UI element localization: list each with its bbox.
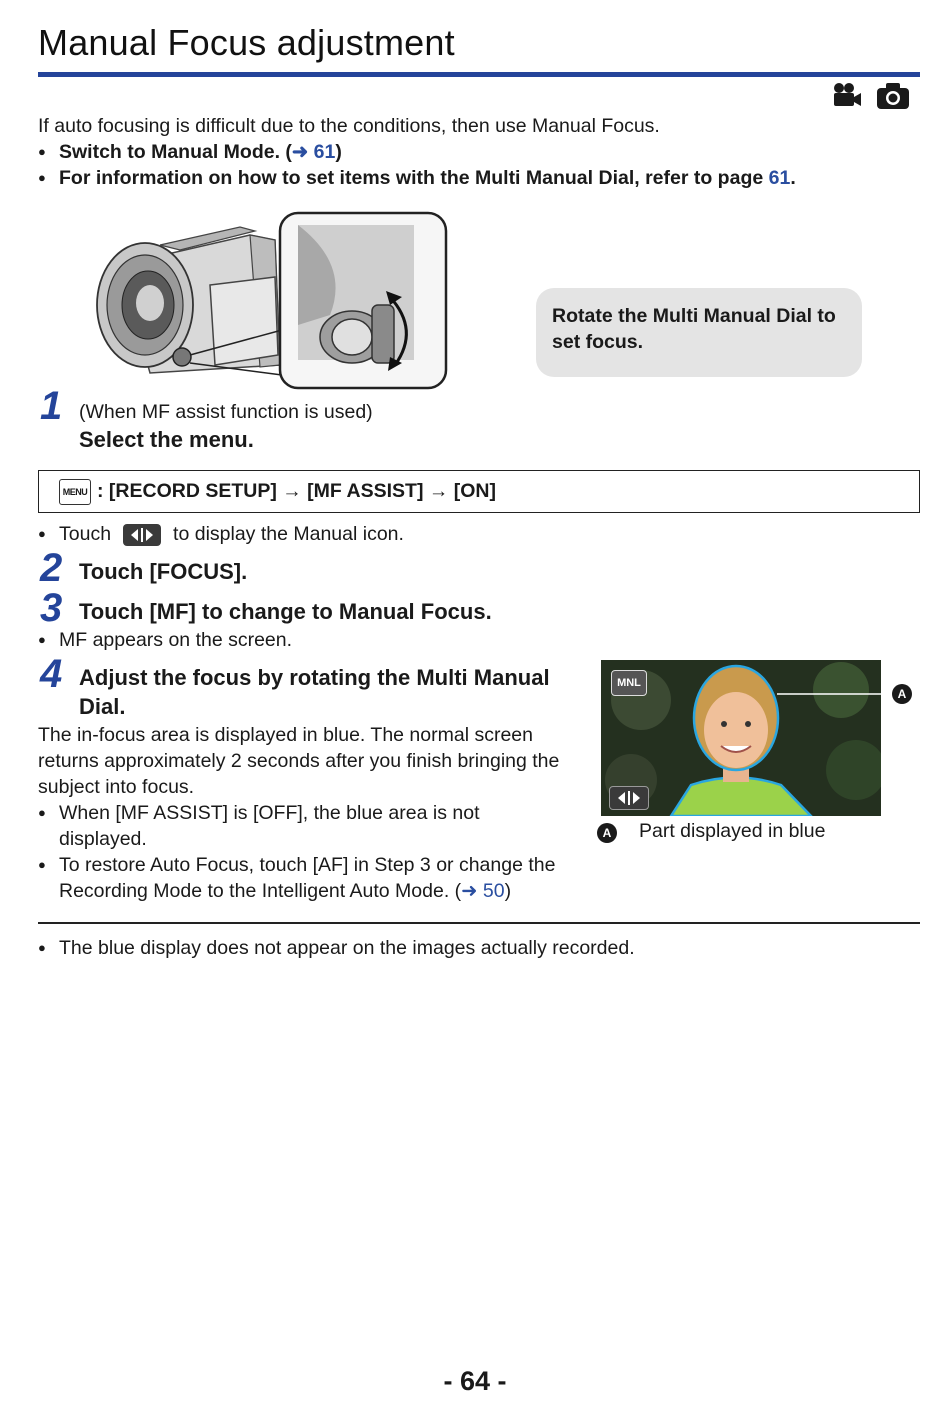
page-link-50[interactable]: ➜ 50 [461, 880, 505, 902]
menu-icon: MENU [59, 479, 91, 505]
title-rule [38, 72, 920, 77]
step-4-body-line2: returns approximately 2 seconds after you finish bringing the [38, 750, 560, 772]
movie-camera-icon [832, 82, 862, 108]
section-divider [38, 922, 920, 924]
footer-note: ● The blue display does not appear on the images actually recorded. [38, 935, 635, 961]
mnl-badge[interactable]: MNL [611, 670, 647, 696]
marker-a: A [892, 684, 912, 704]
camcorder-illustration [90, 205, 452, 395]
preview-caption: Part displayed in blue [639, 820, 826, 842]
page-link-61-b[interactable]: 61 [768, 167, 791, 189]
step-1-number: 1 [40, 384, 63, 428]
step-4-bullet-restore-af: ● To restore Auto Focus, touch [AF] in Step 3 or change the Recording Mode to the Intelligent Auto Mode. (➜ 50) [38, 852, 555, 904]
manual-toggle-icon[interactable] [123, 524, 161, 546]
step-4-bullet-mf-assist-off: ● When [MF ASSIST] is [OFF], the blue area is not displayed. [38, 800, 480, 852]
step-4-title-line1: Adjust the focus by rotating the Multi Manual [79, 665, 550, 690]
page-title: Manual Focus adjustment [38, 22, 455, 63]
menu-path-text: : [RECORD SETUP] → [MF ASSIST] → [ON] [97, 480, 497, 502]
step-3-bullet: ● MF appears on the screen. [38, 627, 292, 653]
step-4-body-line1: The in-focus area is displayed in blue. The normal screen [38, 724, 533, 746]
page-number: - 64 - [443, 1366, 507, 1396]
manual-toggle-button[interactable] [609, 786, 649, 810]
page-link-61[interactable]: ➜ 61 [291, 141, 336, 163]
touch-note: ● Touch to display the Manual icon. [38, 521, 404, 547]
arrows-icon [610, 787, 648, 809]
caption-marker-a: A [597, 823, 617, 843]
menu-path-box [38, 470, 920, 513]
step-1-note: (When MF assist function is used) [79, 401, 373, 423]
step-4-number: 4 [40, 652, 63, 696]
intro-bullet-dial-info: ● For information on how to set items with the Multi Manual Dial, refer to page 61. [38, 165, 796, 191]
intro-text: If auto focusing is difficult due to the conditions, then use Manual Focus. [38, 115, 660, 137]
rotate-dial-callout: Rotate the Multi Manual Dial to set focus. [536, 288, 862, 377]
mf-assist-screen-preview [601, 660, 881, 816]
step-3-number: 3 [40, 586, 63, 630]
intro-bullet-manual-mode: ● Switch to Manual Mode. (➜ 61) [38, 139, 342, 165]
still-camera-icon [876, 82, 910, 110]
step-4-title-line2: Dial. [79, 694, 126, 719]
step-2-title: Touch [FOCUS]. [79, 559, 248, 584]
mode-icons [832, 82, 910, 110]
step-3-title: Touch [MF] to change to Manual Focus. [79, 599, 492, 624]
step-1-title: Select the menu. [79, 427, 254, 452]
step-4-body-line3: subject into focus. [38, 776, 195, 798]
step-2-number: 2 [40, 546, 63, 590]
